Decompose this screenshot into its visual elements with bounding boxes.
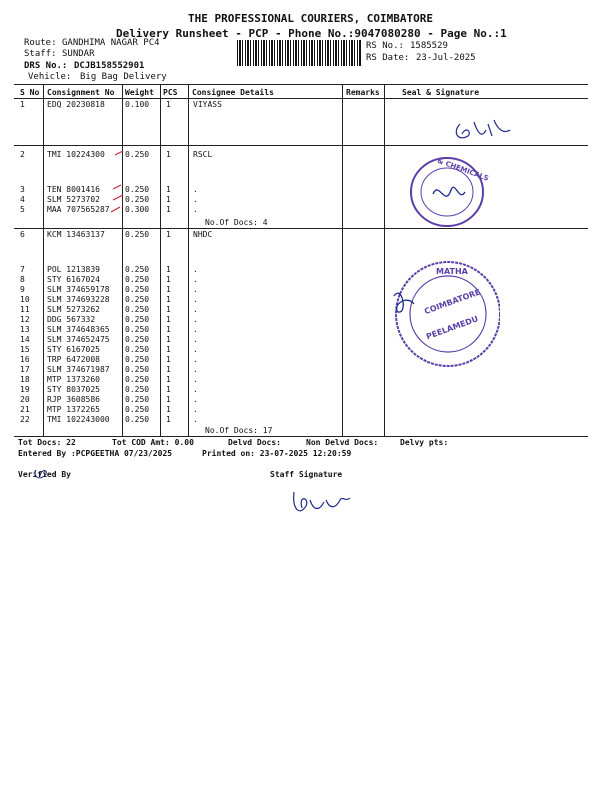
cell-cn: POL 1213839: [47, 265, 100, 274]
vehicle-label: Vehicle:: [28, 72, 72, 82]
cell-cn: TMI 10224300: [47, 150, 105, 159]
stamp2-mid: COIMBATORE: [423, 287, 482, 317]
drs-value: DCJB158552901: [74, 61, 145, 71]
cell-sno: 12: [20, 315, 30, 324]
cell-cn: STY 6167025: [47, 345, 100, 354]
stamp2-top: MATHA: [436, 267, 468, 276]
cell-cons: .: [193, 385, 198, 394]
cell-pcs: 1: [166, 405, 171, 414]
group1-doc-count: No.Of Docs: 4: [205, 218, 268, 227]
staff-value: SUNDAR: [62, 49, 95, 59]
cell-cons: .: [193, 205, 198, 214]
cell-pcs: 1: [166, 100, 171, 109]
cell-wt: 0.250: [125, 305, 150, 314]
cell-sno: 13: [20, 325, 30, 334]
cell-cn: MTP 1373260: [47, 375, 100, 384]
cell-cn: MAA 707565287: [47, 205, 110, 214]
cell-cons: .: [193, 355, 198, 364]
cell-sno: 10: [20, 295, 30, 304]
cell-cons: .: [193, 345, 198, 354]
cell-cons: .: [193, 415, 198, 424]
runsheet-subtitle: Delivery Runsheet - PCP - Phone No.:9047080280 - Page No.:1: [116, 27, 507, 40]
cell-cons: .: [193, 315, 198, 324]
cell-wt: 0.250: [125, 325, 150, 334]
col-pcs: PCS: [163, 88, 178, 97]
cell-sno: 21: [20, 405, 30, 414]
cell-cons: .: [193, 395, 198, 404]
cell-cn: KCM 13463137: [47, 230, 105, 239]
cell-cons: .: [193, 405, 198, 414]
cell-wt: 0.250: [125, 345, 150, 354]
col-seal: Seal & Signature: [402, 88, 480, 97]
cell-cn: TRP 6472008: [47, 355, 100, 364]
printed-on: Printed on: 23-07-2025 12:20:59: [202, 449, 352, 458]
cell-pcs: 1: [166, 305, 171, 314]
cell-cons: .: [193, 375, 198, 384]
cell-wt: 0.250: [125, 230, 150, 239]
cell-wt: 0.250: [125, 405, 150, 414]
cell-sno: 7: [20, 265, 25, 274]
barcode: [237, 40, 361, 66]
cell-pcs: 1: [166, 385, 171, 394]
cell-sno: 15: [20, 345, 30, 354]
cell-sno: 14: [20, 335, 30, 344]
rs-no-label: RS No.:: [366, 41, 404, 51]
cell-cn: SLM 374671987: [47, 365, 110, 374]
verified-signature: [28, 466, 68, 486]
cell-wt: 0.250: [125, 285, 150, 294]
route-label: Route:: [24, 38, 57, 48]
cell-wt: 0.250: [125, 150, 150, 159]
cell-cons: NHDC: [193, 230, 213, 239]
cell-wt: 0.250: [125, 315, 150, 324]
cell-cn: TMI 102243000: [47, 415, 110, 424]
tick-marks: [105, 145, 135, 225]
cell-cons: .: [193, 325, 198, 334]
cell-sno: 3: [20, 185, 25, 194]
cell-cons: .: [193, 295, 198, 304]
col-sno: S No: [20, 88, 40, 97]
cell-sno: 17: [20, 365, 30, 374]
cell-pcs: 1: [166, 375, 171, 384]
cell-pcs: 1: [166, 325, 171, 334]
tot-docs: Tot Docs: 22: [18, 438, 76, 447]
cell-cn: SLM 5273262: [47, 305, 100, 314]
cell-pcs: 1: [166, 355, 171, 364]
cell-pcs: 1: [166, 150, 171, 159]
cell-pcs: 1: [166, 315, 171, 324]
cell-sno: 6: [20, 230, 25, 239]
cell-pcs: 1: [166, 345, 171, 354]
cell-sno: 8: [20, 275, 25, 284]
cell-wt: 0.300: [125, 205, 150, 214]
cell-pcs: 1: [166, 285, 171, 294]
stamp1-text: & CHEMICALS: [436, 156, 490, 183]
cell-cons: .: [193, 335, 198, 344]
cell-cons: .: [193, 305, 198, 314]
rs-date-value: 23-Jul-2025: [416, 53, 476, 63]
cell-cons: .: [193, 195, 198, 204]
col-consignment: Consignment No: [47, 88, 115, 97]
non-delvd-docs: Non Delvd Docs:: [306, 438, 379, 447]
cell-sno: 16: [20, 355, 30, 364]
cell-sno: 11: [20, 305, 30, 314]
cell-wt: 0.250: [125, 195, 150, 204]
cell-cn: RJP 3608586: [47, 395, 100, 404]
cell-cn: SLM 374659178: [47, 285, 110, 294]
company-title: THE PROFESSIONAL COURIERS, COIMBATORE: [188, 12, 434, 25]
cell-cn: SLM 374652475: [47, 335, 110, 344]
col-consignee: Consignee Details: [192, 88, 274, 97]
cell-pcs: 1: [166, 195, 171, 204]
company-stamp-2: [388, 254, 500, 374]
cell-pcs: 1: [166, 395, 171, 404]
cell-cons: .: [193, 365, 198, 374]
cell-pcs: 1: [166, 265, 171, 274]
cell-wt: 0.250: [125, 395, 150, 404]
drs-label: DRS No.:: [24, 61, 68, 71]
cell-sno: 18: [20, 375, 30, 384]
cell-wt: 0.250: [125, 335, 150, 344]
cell-sno: 5: [20, 205, 25, 214]
cell-wt: 0.250: [125, 295, 150, 304]
cell-cons: .: [193, 265, 198, 274]
cell-wt: 0.250: [125, 415, 150, 424]
staff-label: Staff:: [24, 49, 57, 59]
cell-cons: .: [193, 185, 198, 194]
route-value: GANDHIMA NAGAR PC4: [62, 38, 160, 48]
cell-sno: 9: [20, 285, 25, 294]
tot-cod-amt: Tot COD Amt: 0.00: [112, 438, 194, 447]
cell-sno: 22: [20, 415, 30, 424]
cell-cn: DDG 567332: [47, 315, 96, 324]
cell-pcs: 1: [166, 415, 171, 424]
cell-pcs: 1: [166, 335, 171, 344]
cell-sno: 4: [20, 195, 25, 204]
entered-by: Entered By :PCPGEETHA 07/23/2025: [18, 449, 173, 458]
cell-pcs: 1: [166, 275, 171, 284]
staff-signature-label: Staff Signature: [270, 470, 343, 479]
cell-cons: .: [193, 275, 198, 284]
cell-wt: 0.250: [125, 185, 150, 194]
cell-wt: 0.250: [125, 385, 150, 394]
cell-cn: MTP 1372265: [47, 405, 100, 414]
col-remarks: Remarks: [346, 88, 380, 97]
cell-cn: STY 6167024: [47, 275, 100, 284]
staff-signature: [284, 480, 364, 522]
cell-wt: 0.250: [125, 275, 150, 284]
group2-doc-count: No.Of Docs: 17: [205, 426, 273, 435]
cell-pcs: 1: [166, 230, 171, 239]
delvd-docs: Delvd Docs:: [228, 438, 281, 447]
signature-row1: [450, 112, 520, 148]
cell-wt: 0.100: [125, 100, 150, 109]
cell-cons: .: [193, 285, 198, 294]
cell-cons: VIYASS: [193, 100, 222, 109]
rs-date-label: RS Date:: [366, 53, 410, 63]
cell-wt: 0.250: [125, 265, 150, 274]
cell-sno: 20: [20, 395, 30, 404]
company-stamp-1: [405, 150, 497, 230]
cell-sno: 2: [20, 150, 25, 159]
cell-pcs: 1: [166, 205, 171, 214]
cell-cn: SLM 374648365: [47, 325, 110, 334]
cell-pcs: 1: [166, 295, 171, 304]
verified-by: Verified By: [18, 470, 71, 479]
cell-cn: EDQ 20230818: [47, 100, 105, 109]
cell-cn: TEN 8001416: [47, 185, 100, 194]
cell-pcs: 1: [166, 365, 171, 374]
cell-pcs: 1: [166, 185, 171, 194]
cell-wt: 0.250: [125, 375, 150, 384]
cell-wt: 0.250: [125, 365, 150, 374]
stamp2-bottom: PEELAMEDU: [424, 314, 480, 342]
cell-cons: RSCL: [193, 150, 213, 159]
vehicle-value: Big Bag Delivery: [80, 72, 167, 82]
cell-sno: 19: [20, 385, 30, 394]
col-weight: Weight: [125, 88, 154, 97]
rs-no-value: 1585529: [410, 41, 448, 51]
cell-wt: 0.250: [125, 355, 150, 364]
cell-cn: STY 8037025: [47, 385, 100, 394]
cell-sno: 1: [20, 100, 25, 109]
cell-cn: SLM 5273702: [47, 195, 100, 204]
cell-cn: SLM 374693228: [47, 295, 110, 304]
delvy-pts: Delvy pts:: [400, 438, 449, 447]
